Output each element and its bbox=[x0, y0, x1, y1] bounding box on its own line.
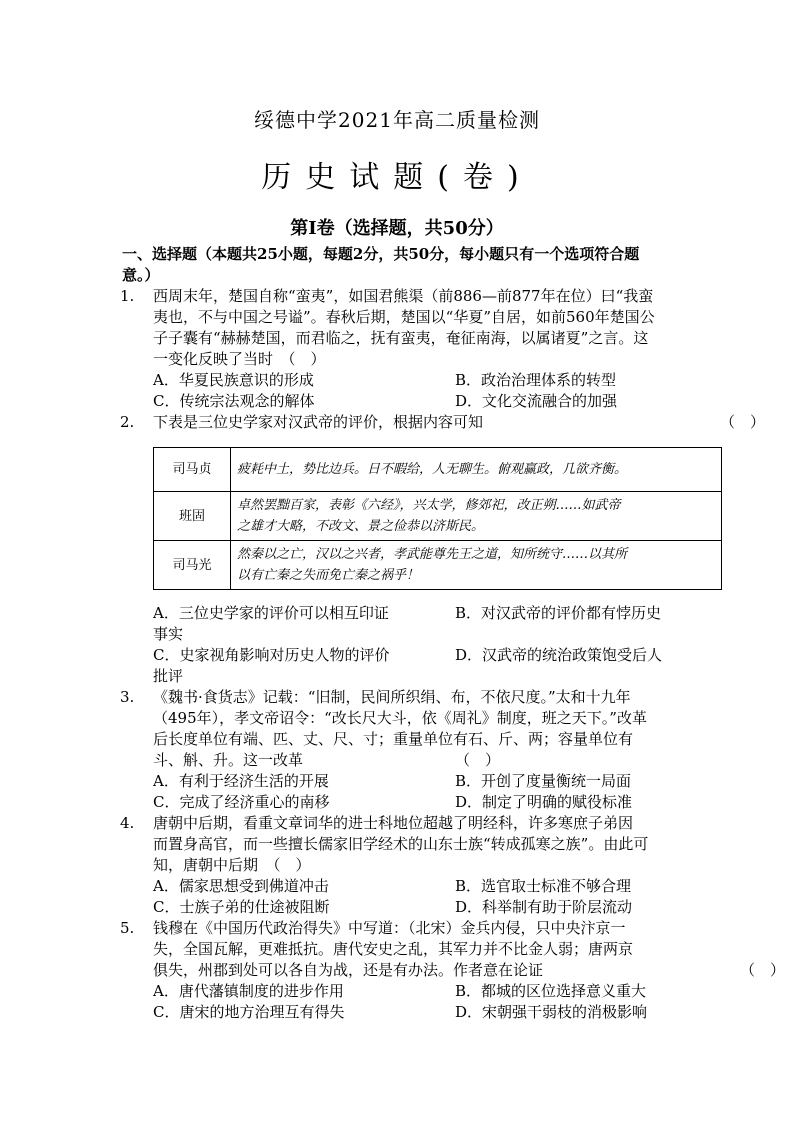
question-2-answer-paren: （ ） bbox=[720, 413, 766, 431]
question-1-stem-line: 夷也，不与中国之号谥”。春秋后期，楚国以“华夏”自居，如前560年楚国公 bbox=[153, 308, 655, 326]
question-2-option-b-continued: 事实 bbox=[153, 625, 184, 643]
historian-name: 司马贞 bbox=[154, 448, 231, 492]
historian-name: 班固 bbox=[154, 492, 231, 541]
question-3-stem-line: 《魏书·食货志》记载：“旧制，民间所织绢、布，不依尺度。”太和十九年 bbox=[153, 688, 631, 706]
question-3-option-d: D．制定了明确的赋役标准 bbox=[455, 793, 633, 811]
question-2-option-b: B．对汉武帝的评价都有悖历史 bbox=[455, 604, 662, 622]
question-5-stem-line: 俱失，州郡到处可以各自为战，还是有办法。作者意在论证 bbox=[153, 961, 544, 979]
quote-line: 之雄才大略，不改文、景之俭恭以济斯民。 bbox=[237, 519, 485, 534]
table-row bbox=[154, 541, 722, 590]
instructions-line-2: 意。） bbox=[122, 266, 160, 284]
question-3-stem-line: 后长度单位有端、匹、丈、尺、寸；重量单位有石、斤、两；容量单位有 bbox=[153, 730, 634, 748]
question-5-stem-line: 钱穆在《中国历代政治得失》中写道：（北宋）金兵内侵，只中央汴京一 bbox=[153, 919, 626, 937]
question-2-option-a: A．三位史学家的评价可以相互印证 bbox=[153, 604, 389, 622]
question-3-option-b: B．开创了度量衡统一局面 bbox=[455, 772, 632, 790]
historian-name: 司马光 bbox=[154, 541, 231, 590]
question-3-option-c: C．完成了经济重心的南移 bbox=[153, 793, 330, 811]
question-1-stem-line: 西周末年，楚国自称“蛮夷”，如国君熊渠（前886—前877年在位）曰“我蛮 bbox=[153, 287, 654, 305]
quote-line: 卓然罢黜百家，表彰《六经》，兴太学，修郊祀，改正朔……如武帝 bbox=[237, 498, 621, 513]
quote-line: 疲耗中土，势比边兵。日不暇给，人无聊生。俯观赢政，几欲齐衡。 bbox=[237, 462, 628, 477]
question-4-stem-line: 唐朝中后期，看重文章词华的进士科地位超越了明经科，许多寒庶子弟因 bbox=[153, 814, 634, 832]
historian-quote bbox=[231, 448, 722, 492]
question-5-number: 5. bbox=[120, 919, 135, 937]
question-4-stem-line: 知，唐朝中后期 （ ） bbox=[153, 856, 311, 874]
question-4-option-c: C．士族子弟的仕途被阻断 bbox=[153, 898, 330, 916]
question-5-option-c: C．唐宋的地方治理互有得失 bbox=[153, 1003, 345, 1021]
question-1-stem-line: 一变化反映了当时 （ ） bbox=[153, 350, 326, 368]
school-title: 绥德中学2021年高二质量检测 bbox=[254, 108, 540, 132]
historian-evaluation-table bbox=[153, 447, 722, 590]
question-1-option-d: D．文化交流融合的加强 bbox=[455, 392, 618, 410]
question-5-option-b: B．都城的区位选择意义重大 bbox=[455, 982, 647, 1000]
section-title: 第I卷（选择题，共50分） bbox=[290, 218, 504, 239]
question-1-stem-line: 子子囊有“赫赫楚国，而君临之，抚有蛮夷，奄征南海，以属诸夏”之言。这 bbox=[153, 329, 649, 347]
table-row bbox=[154, 448, 722, 492]
instructions-line-1: 一、选择题（本题共25小题，每题2分，共50分，每小题只有一个选项符合题 bbox=[122, 245, 640, 263]
table-row bbox=[154, 492, 722, 541]
question-2-stem: 下表是三位史学家对汉武帝的评价，根据内容可知 bbox=[153, 413, 484, 431]
question-5-option-a: A．唐代藩镇制度的进步作用 bbox=[153, 982, 344, 1000]
question-2-number: 2. bbox=[120, 413, 135, 431]
question-3-stem-line: （495年），孝文帝诏令：“改长尺大斗，依《周礼》制度，班之天下。”改革 bbox=[153, 709, 647, 727]
question-3-option-a: A．有利于经济生活的开展 bbox=[153, 772, 329, 790]
historian-quote bbox=[231, 541, 722, 590]
question-4-number: 4. bbox=[120, 814, 135, 832]
question-3-number: 3. bbox=[120, 688, 135, 706]
subject-title: 历史试题(卷) bbox=[261, 160, 533, 195]
question-4-option-b: B．选官取士标准不够合理 bbox=[455, 877, 632, 895]
question-1-option-c: C．传统宗法观念的解体 bbox=[153, 392, 315, 410]
quote-line: 以有亡秦之失而免亡秦之祸乎！ bbox=[237, 568, 420, 583]
question-2-option-d: D．汉武帝的统治政策饱受后人 bbox=[455, 646, 663, 664]
question-5-answer-paren: （ ） bbox=[740, 961, 786, 979]
question-1-option-a: A．华夏民族意识的形成 bbox=[153, 371, 314, 389]
question-3-answer-paren: （ ） bbox=[455, 751, 501, 769]
question-3-stem-line: 斗、斛、升。这一改革 bbox=[153, 751, 304, 769]
question-1-option-b: B．政治治理体系的转型 bbox=[455, 371, 617, 389]
question-5-stem-line: 失，全国瓦解，更难抵抗。唐代安史之乱，其军力并不比金人弱；唐两京 bbox=[153, 940, 634, 958]
question-4-option-a: A．儒家思想受到佛道冲击 bbox=[153, 877, 329, 895]
question-5-option-d: D．宋朝强干弱枝的消极影响 bbox=[455, 1003, 648, 1021]
question-1-number: 1. bbox=[120, 287, 135, 305]
historian-quote bbox=[231, 492, 722, 541]
question-4-stem-line: 而置身高官，而一些擅长儒家旧学经术的山东士族“转成孤寒之族”。由此可 bbox=[153, 835, 649, 853]
quote-line: 然秦以之亡，汉以之兴者，孝武能尊先王之道，知所统守……以其所 bbox=[237, 547, 628, 562]
question-4-option-d: D．科举制有助于阶层流动 bbox=[455, 898, 633, 916]
question-2-option-d-continued: 批评 bbox=[153, 667, 184, 685]
question-2-option-c: C．史家视角影响对历史人物的评价 bbox=[153, 646, 390, 664]
